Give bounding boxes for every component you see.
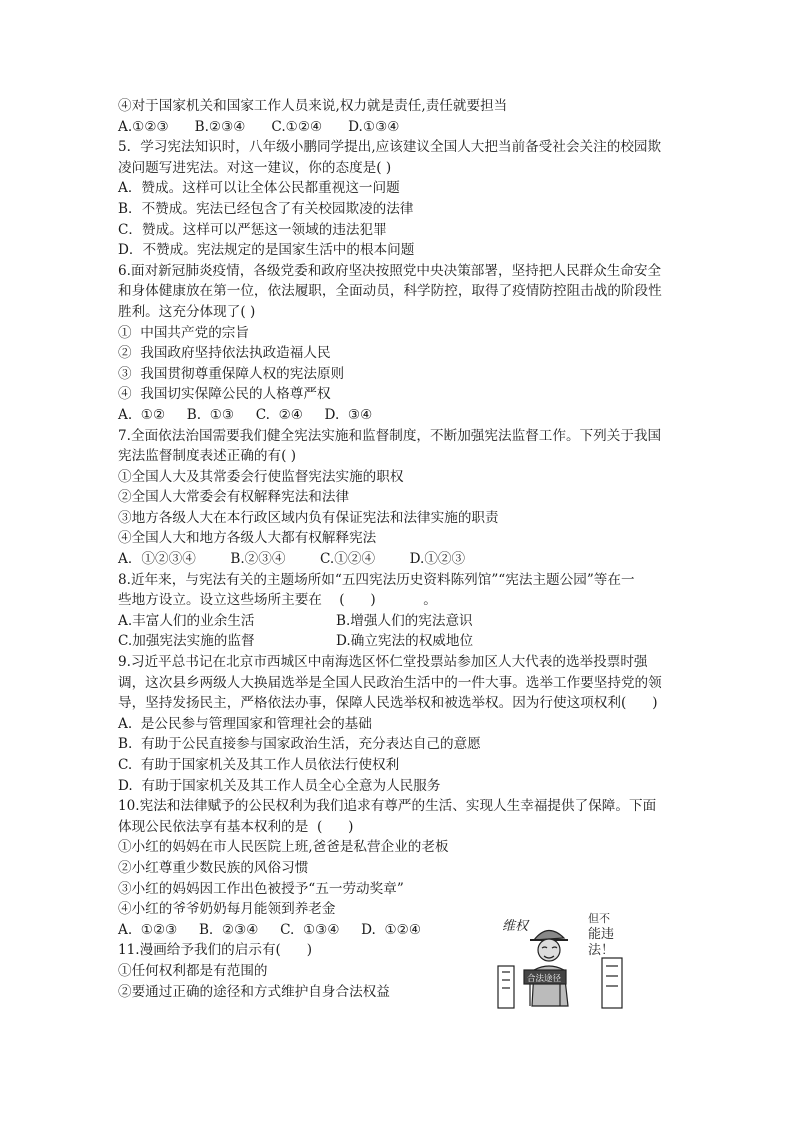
option-c: C.加强宪法实施的监督 — [118, 633, 255, 650]
question-8-stem: 8.近年来，与宪法有关的主题场所如“五四宪法历史资料陈列馆”“宪法主题公园”等在一 — [118, 571, 635, 588]
statement-item: ③ 我国贯彻尊重保障人权的宪法原则 — [118, 365, 345, 382]
answer-options: A. ①②③ B. ②③④ C. ①③④ D. ①②④ — [118, 921, 422, 938]
option-b: B.增强人们的宪法意识 — [336, 612, 473, 629]
statement-item: ④全国人大和地方各级人大都有权解释宪法 — [118, 530, 377, 547]
question-8-stem: 些地方设立。设立这些场所主要在 ( ) 。 — [118, 592, 437, 609]
option-b: B．不赞成。宪法已经包含了有关校园欺凌的法律 — [118, 200, 414, 217]
question-6-stem: 和身体健康放在第一位，依法履职，全面动员，科学防控，取得了疫情防控阻击战的阶段性 — [118, 283, 662, 300]
question-content — [118, 96, 680, 1002]
statement-item: ② 我国政府坚持依法执政造福人民 — [118, 345, 331, 362]
statement-item: ③地方各级人大在本行政区域内负有保证宪法和法律实施的职责 — [118, 509, 499, 526]
question-9-stem: 9.习近平总书记在北京市西城区中南海选区怀仁堂投票站参加区人大代表的选举投票时强 — [118, 654, 648, 671]
answer-options: A. ①② B. ①③ C. ②④ D. ③④ — [118, 406, 373, 423]
cartoon-caption-right: 法！ — [588, 943, 615, 958]
rights-cartoon — [494, 908, 628, 1012]
statement-item: ③小红的妈妈因工作出色被授予“五一劳动奖章” — [118, 880, 404, 897]
option-b: B. 有助于公民直接参与国家政治生活，充分表达自己的意愿 — [118, 736, 481, 753]
statement-item: ①小红的妈妈在市人民医院上班,爸爸是私营企业的老板 — [118, 839, 449, 856]
option-a: A. 是公民参与管理国家和管理社会的基础 — [118, 715, 372, 732]
question-9-stem: 导，坚持发扬民主，严格依法办事，保障人民选举权和被选举权。因为行使这项权利( ) — [118, 695, 658, 712]
question-10-stem: 体现公民依法享有基本权利的是 ( ) — [118, 818, 354, 835]
question-5-stem: 5．学习宪法知识时，八年级小鹏同学提出,应该建议全国人大把当前备受社会关注的校园欺 — [118, 139, 662, 156]
statement-item: ②全国人大常委会有权解释宪法和法律 — [118, 489, 350, 506]
option-c: C．赞成。这样可以严惩这一领域的违法犯罪 — [118, 221, 387, 238]
question-7-stem: 宪法监督制度表述正确的有( ) — [118, 448, 297, 465]
question-9-stem: 调，这次县乡两级人大换届选举是全国人民政治生活中的一件大事。选举工作要坚持党的领 — [118, 674, 662, 691]
cartoon-caption-right: 能违 — [588, 927, 615, 942]
statement-item: ②小红尊重少数民族的风俗习惯 — [118, 859, 309, 876]
statement-item: ②要通过正确的途径和方式维护自身合法权益 — [118, 983, 390, 1000]
statement-item: ①全国人大及其常委会行使监督宪法实施的职权 — [118, 468, 404, 485]
option-d: D．不赞成。宪法规定的是国家生活中的根本问题 — [118, 242, 415, 259]
cartoon-caption-left: 维权 — [502, 919, 529, 934]
statement-item: ① 中国共产党的宗旨 — [118, 324, 249, 341]
cartoon-caption-right: 但不 — [588, 912, 610, 925]
question-8-options-row — [118, 631, 680, 652]
option-a: A．赞成。这样可以让全体公民都重视这一问题 — [118, 180, 400, 197]
statement-item: ④小红的爷爷奶奶每月能领到养老金 — [118, 901, 336, 918]
question-10-stem: 10.宪法和法律赋予的公民权利为我们追求有尊严的生活、实现人生幸福提供了保障。下面 — [118, 798, 657, 815]
text-line: ④对于国家机关和国家工作人员来说,权力就是责任,责任就要担当 — [118, 98, 508, 114]
cartoon-sign-text: 合法途径 — [527, 974, 562, 984]
question-6-stem: 胜利。这充分体现了( ) — [118, 303, 256, 320]
question-11-stem: 11.漫画给予我们的启示有( ) — [118, 942, 313, 959]
option-d: D.确立宪法的权威地位 — [336, 633, 474, 650]
question-8-options-row — [118, 611, 680, 632]
question-7-stem: 7.全面依法治国需要我们健全宪法实施和监督制度，不断加强宪法监督工作。下列关于我国 — [118, 427, 662, 444]
question-6-stem: 6.面对新冠肺炎疫情，各级党委和政府坚决按照党中央决策部署，坚持把人民群众生命安全 — [118, 262, 662, 279]
answer-options: A．①②③④ B.②③④ C.①②④ D.①②③ — [118, 551, 466, 568]
question-5-stem: 凌问题写进宪法。对这一建议，你的态度是( ) — [118, 159, 392, 176]
answer-options: A.①②③ B.②③④ C.①②④ D.①③④ — [118, 118, 400, 135]
option-a: A.丰富人们的业余生活 — [118, 612, 255, 629]
statement-item: ①任何权利都是有范围的 — [118, 962, 268, 979]
cartoon-illustration — [494, 908, 628, 1012]
option-d: D. 有助于国家机关及其工作人员全心全意为人民服务 — [118, 777, 441, 794]
option-c: C. 有助于国家机关及其工作人员依法行使权利 — [118, 757, 400, 773]
statement-item: ④ 我国切实保障公民的人格尊严权 — [118, 386, 331, 403]
